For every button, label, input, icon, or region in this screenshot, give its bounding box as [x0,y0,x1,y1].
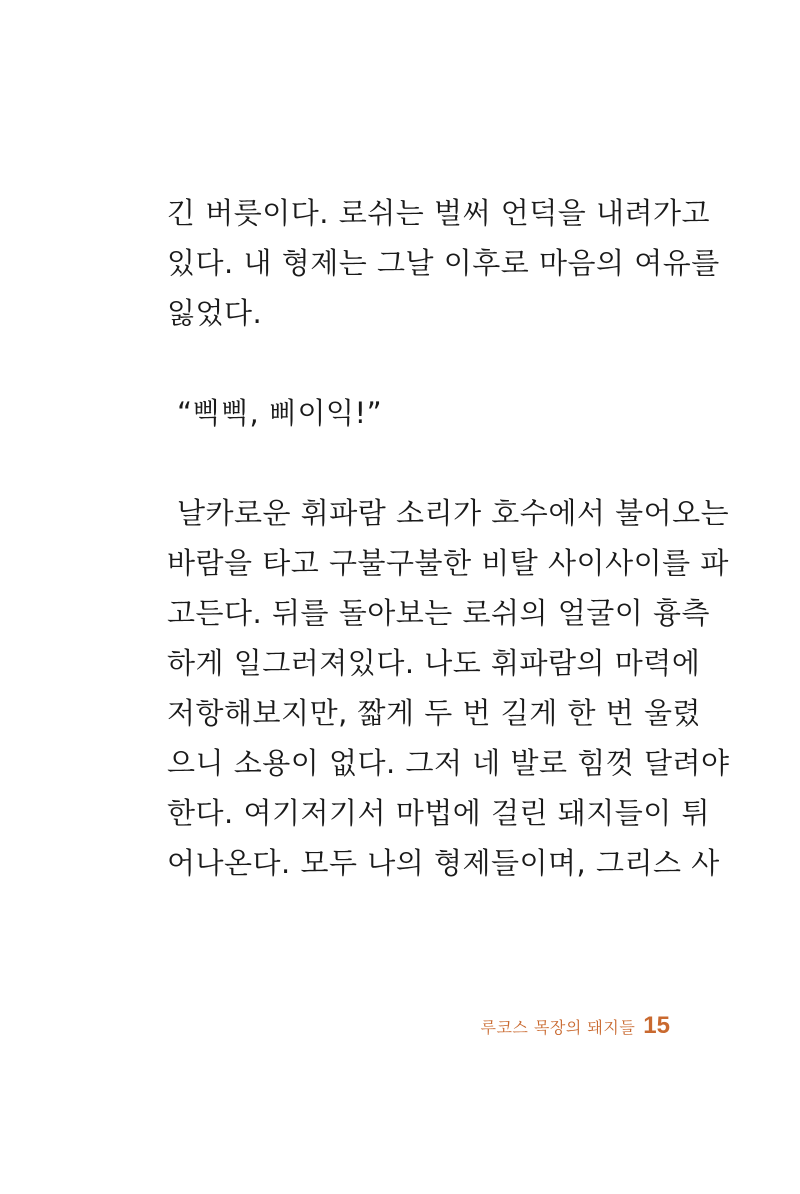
dialogue-line: “삑삑, 삐이익!” [177,396,383,430]
text-line: 어나온다. 모두 나의 형제들이며, 그리스 사 [167,846,720,880]
paragraph-gap [167,338,672,388]
paragraph-gap [167,438,672,488]
page-number: 15 [643,1012,670,1039]
text-line: 바람을 타고 구불구불한 비탈 사이사이를 파 [167,546,729,580]
page-footer [480,1012,670,1052]
text-line: 고든다. 뒤를 돌아보는 로쉬의 얼굴이 흉측 [167,596,711,630]
text-line: 있다. 내 형제는 그날 이후로 마음의 여유를 [167,246,720,280]
text-line: 날카로운 휘파람 소리가 호수에서 불어오는 [177,496,730,530]
text-line: 한다. 여기저기서 마법에 걸린 돼지들이 튀 [167,796,711,830]
text-line: 잃었다. [167,296,263,330]
text-line: 긴 버릇이다. 로쉬는 벌써 언덕을 내려가고 [167,196,711,230]
body-text [167,188,730,888]
text-line: 하게 일그러져있다. 나도 휘파람의 마력에 [167,646,701,680]
book-title: 루코스 목장의 돼지들 [480,1018,636,1037]
text-line: 저항해보지만, 짧게 두 번 길게 한 번 울렸 [167,696,701,730]
text-line: 으니 소용이 없다. 그저 네 발로 힘껏 달려야 [167,746,730,780]
